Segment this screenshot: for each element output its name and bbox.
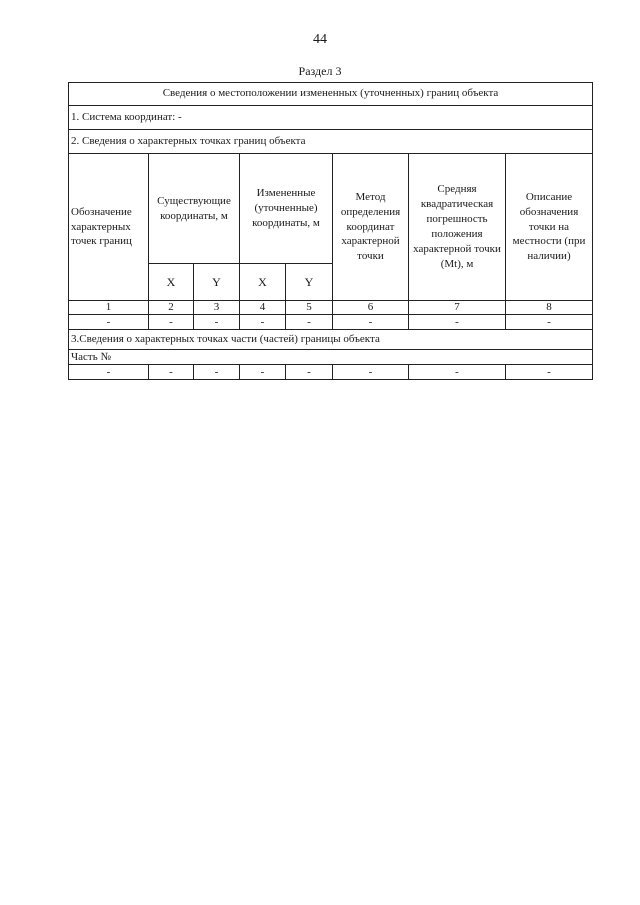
points-heading-row — [69, 130, 593, 154]
table-cell: - — [149, 315, 194, 330]
table-cell: - — [333, 365, 409, 380]
column-number: 7 — [409, 301, 506, 315]
header-method: Метод определения координат характерной точки — [333, 154, 409, 301]
table-row — [69, 365, 593, 380]
table-cell: - — [240, 315, 286, 330]
column-number: 4 — [240, 301, 286, 315]
table-cell: - — [194, 315, 240, 330]
table-cell: - — [409, 315, 506, 330]
part-label: Часть № — [69, 350, 593, 365]
header-x-existing: X — [149, 264, 194, 301]
header-changed: Измененные (уточненные) координаты, м — [240, 154, 333, 264]
table-cell: - — [286, 315, 333, 330]
boundary-table — [68, 82, 593, 380]
coord-system-row — [69, 106, 593, 130]
parts-heading: 3.Сведения о характерных точках части (частей) границы объекта — [69, 330, 593, 350]
table-cell: - — [333, 315, 409, 330]
header-designation: Обозначение характерных точек границ — [69, 154, 149, 301]
column-number: 1 — [69, 301, 149, 315]
column-number: 6 — [333, 301, 409, 315]
table-cell: - — [194, 365, 240, 380]
column-number: 2 — [149, 301, 194, 315]
header-error: Средняя квадратическая погрешность положения характерной точки (Mt), м — [409, 154, 506, 301]
parts-heading-row — [69, 330, 593, 350]
header-y-changed: Y — [286, 264, 333, 301]
table-cell: - — [506, 365, 593, 380]
coord-system-text: 1. Система координат: - — [69, 106, 593, 130]
page-number: 44 — [313, 32, 327, 47]
column-numbers-row — [69, 301, 593, 315]
table-title: Сведения о местоположении измененных (уточненных) границ объекта — [69, 83, 593, 106]
header-y-existing: Y — [194, 264, 240, 301]
table-cell: - — [69, 315, 149, 330]
header-x-changed: X — [240, 264, 286, 301]
header-description: Описание обозначения точки на местности (при наличии) — [506, 154, 593, 301]
table-title-row — [69, 83, 593, 106]
column-number: 3 — [194, 301, 240, 315]
column-number: 5 — [286, 301, 333, 315]
table-cell: - — [506, 315, 593, 330]
column-number: 8 — [506, 301, 593, 315]
table-row — [69, 315, 593, 330]
part-label-row — [69, 350, 593, 365]
table-cell: - — [69, 365, 149, 380]
table-cell: - — [240, 365, 286, 380]
table-cell: - — [409, 365, 506, 380]
table-cell: - — [149, 365, 194, 380]
header-row — [69, 154, 593, 264]
table-cell: - — [286, 365, 333, 380]
points-heading: 2. Сведения о характерных точках границ объекта — [69, 130, 593, 154]
section-title: Раздел 3 — [298, 64, 342, 78]
header-existing: Существующие координаты, м — [149, 154, 240, 264]
